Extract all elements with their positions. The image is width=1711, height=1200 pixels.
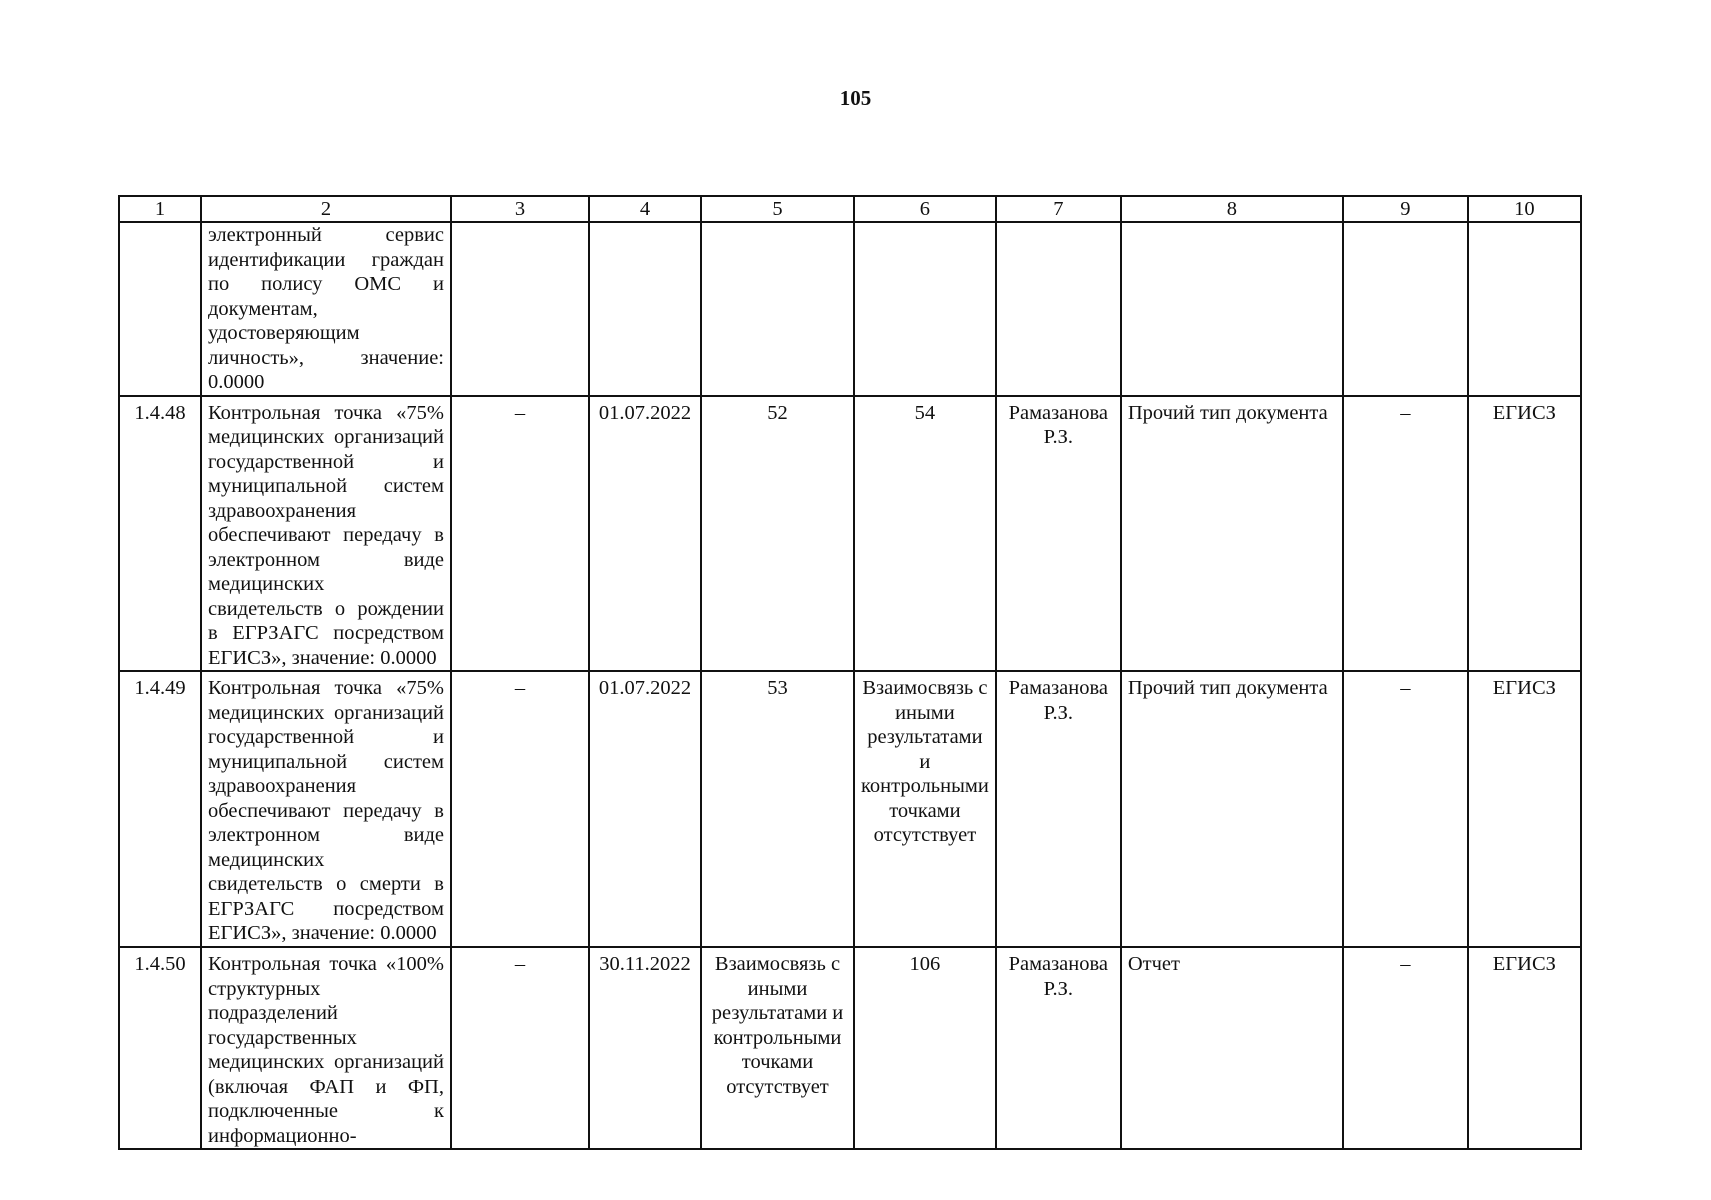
cell-date: 01.07.2022 [589, 671, 701, 947]
table-row [119, 396, 1581, 672]
cell-responsible: Рамазанова Р.З. [996, 396, 1121, 672]
cell-name: Контрольная точка «100% структурных подразделений государственных медицинских организаций (включая ФАП и ФП, подключенные к информационно- [201, 947, 451, 1149]
cell-col5: 53 [701, 671, 854, 947]
column-header: 2 [201, 196, 451, 222]
cell-col6: 106 [854, 947, 996, 1149]
table-row [119, 671, 1581, 947]
column-header: 8 [1121, 196, 1343, 222]
cell-system: ЕГИСЗ [1468, 671, 1581, 947]
cell-name: Контрольная точка «75% медицинских организаций государственной и муниципальной систем здравоохранения обеспечивают передачу в электронном виде медицинских свидетельств о рождении в ЕГРЗАГС посредством ЕГИСЗ», значение: 0.0000 [201, 396, 451, 672]
cell-date: 30.11.2022 [589, 947, 701, 1149]
column-header: 6 [854, 196, 996, 222]
table-row [119, 222, 1581, 396]
cell-responsible [996, 222, 1121, 396]
cell-number: 1.4.49 [119, 671, 201, 947]
page-number: 105 [839, 86, 872, 110]
cell-col9: – [1343, 947, 1468, 1149]
cell-col3: – [451, 396, 589, 672]
cell-date [589, 222, 701, 396]
cell-doc-type: Прочий тип документа [1121, 396, 1343, 672]
cell-doc-type: Прочий тип документа [1121, 671, 1343, 947]
column-header: 3 [451, 196, 589, 222]
cell-col5: Взаимосвязь с иными результатами и контрольными точками отсутствует [701, 947, 854, 1149]
cell-number: 1.4.50 [119, 947, 201, 1149]
cell-name: Контрольная точка «75% медицинских организаций государственной и муниципальной систем здравоохранения обеспечивают передачу в электронном виде медицинских свидетельств о смерти в ЕГРЗАГС посредством ЕГИСЗ», значение: 0.0000 [201, 671, 451, 947]
column-header: 1 [119, 196, 201, 222]
cell-col9: – [1343, 671, 1468, 947]
table-row [119, 947, 1581, 1149]
cell-col6: 54 [854, 396, 996, 672]
cell-doc-type: Отчет [1121, 947, 1343, 1149]
cell-responsible: Рамазанова Р.З. [996, 671, 1121, 947]
cell-col9 [1343, 222, 1468, 396]
column-header: 4 [589, 196, 701, 222]
column-header: 9 [1343, 196, 1468, 222]
cell-system: ЕГИСЗ [1468, 396, 1581, 672]
data-table [118, 195, 1582, 1150]
cell-col3: – [451, 947, 589, 1149]
cell-col6: Взаимосвязь с иными результатами и контрольными точками отсутствует [854, 671, 996, 947]
cell-system: ЕГИСЗ [1468, 947, 1581, 1149]
cell-col6 [854, 222, 996, 396]
header-row [119, 196, 1581, 222]
cell-col5 [701, 222, 854, 396]
cell-col3: – [451, 671, 589, 947]
cell-name: электронный сервис идентификации граждан по полису ОМС и документам, удостоверяющим личность», значение: 0.0000 [201, 222, 451, 396]
cell-col3 [451, 222, 589, 396]
column-header: 7 [996, 196, 1121, 222]
cell-doc-type [1121, 222, 1343, 396]
cell-date: 01.07.2022 [589, 396, 701, 672]
cell-responsible: Рамазанова Р.З. [996, 947, 1121, 1149]
cell-system [1468, 222, 1581, 396]
cell-col5: 52 [701, 396, 854, 672]
column-header: 5 [701, 196, 854, 222]
cell-col9: – [1343, 396, 1468, 672]
cell-number: 1.4.48 [119, 396, 201, 672]
cell-number [119, 222, 201, 396]
column-header: 10 [1468, 196, 1581, 222]
